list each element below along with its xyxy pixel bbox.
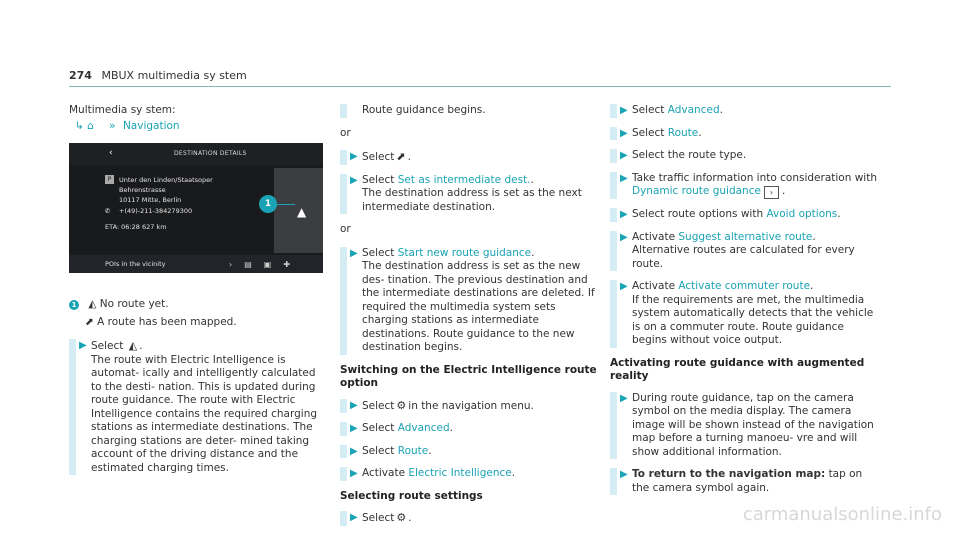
step-c4: ▶ Take traffic information into consideration with Dynamic route guidance › . (610, 172, 880, 200)
screen-address-2: Behrenstrasse (119, 186, 166, 194)
step-arrow-icon: ▶ (620, 392, 628, 404)
navigation-arrow-icon: ▲ (297, 205, 307, 219)
no-route-icon: ◭ (88, 298, 97, 310)
step-select: Select (91, 340, 124, 352)
step-arrow-icon: ▶ (350, 247, 358, 259)
step-new-route: ▶ Select Start new route guidance. The destination address is set as the new des- tination. The previous destination and the intermediate destinations are deleted. If required the multimedia system sets charging stations as intermediate destinations. Route guidance to the new destination begins. (340, 247, 600, 355)
step-arrow-icon: ▶ (620, 469, 628, 480)
screen-phone: +(49)-211-384279300 (119, 207, 193, 215)
page-header (69, 69, 247, 82)
step-c1: ▶ Select Advanced. (610, 104, 880, 118)
step-c5: ▶ Select route options with Avoid options. (610, 208, 880, 222)
path-arrow-icon: ↳ (75, 119, 84, 132)
step-arrow-icon: ▶ (620, 105, 628, 116)
phone-icon: ✆ (105, 207, 111, 215)
callout-line (277, 204, 295, 205)
step-arrow-icon: ▶ (350, 399, 358, 411)
link-advanced: Advanced (397, 422, 450, 434)
step-c2: ▶ Select Route. (610, 127, 880, 141)
step-arrow-icon: ▶ (620, 127, 628, 139)
screen-pois: POIs in the vicinity (105, 260, 166, 268)
link-suggest-alternative: Suggest alternative route (678, 230, 813, 243)
path-separator-icon: » (109, 119, 116, 132)
step-arrow-icon: ▶ (620, 281, 628, 292)
screen-title: DESTINATION DETAILS (174, 150, 247, 157)
route-begins-block (340, 104, 600, 118)
link-electric-intelligence: Electric Intelligence (408, 467, 512, 479)
legend (69, 298, 324, 329)
step-arrow-icon: ▶ (620, 231, 628, 243)
step-arrow-icon: ▶ (350, 445, 358, 457)
home-icon: ⌂ (87, 119, 94, 132)
destination-details-screenshot (69, 143, 323, 273)
page-title: MBUX multimedia sy stem (101, 69, 247, 82)
route-mapped-icon: ⬈ (396, 150, 406, 163)
legend-route-mapped: A route has been mapped. (97, 315, 237, 328)
link-dynamic-route: Dynamic route guidance (632, 185, 761, 197)
step-arrow-icon: ▶ (350, 151, 358, 162)
step-c3: ▶ Select the route type. (610, 149, 880, 163)
menu-path-prefix: Multimedia sy stem: (69, 104, 176, 116)
step-select-route: ▶ Select ⬈ . (340, 150, 600, 165)
link-route: Route (667, 126, 699, 139)
step-arrow-icon: ▶ (350, 468, 358, 479)
link-route: Route (397, 444, 429, 457)
no-route-icon: ◭ (128, 339, 138, 352)
new-route-text: The destination address is set as the new des- tination. The previous destination and the intermediate destinations are deleted. If required the multimedia system sets charging stations as intermediate destinations. Route guidance to the new destination begins. (362, 260, 595, 353)
settings-icon: ⚙ (396, 511, 407, 524)
step-intermediate: ▶ Select Set as intermediate dest.. The destination address is set as the next intermediate destination. (340, 174, 600, 215)
link-intermediate-dest: Set as intermediate dest. (397, 173, 531, 186)
heading-selecting: Selecting route settings (340, 489, 483, 502)
link-advanced: Advanced (667, 104, 720, 116)
step-route: ▶ Select Route. (340, 445, 600, 459)
heading-augmented: Activating route guidance with augmented reality (610, 356, 865, 382)
step-arrow-icon: ▶ (350, 423, 358, 434)
column-2 (340, 104, 600, 535)
step-arrow-icon: ▶ (620, 209, 628, 220)
route-begins-text: Route guidance begins. (362, 104, 486, 116)
screen-address-3: 10117 Mitte, Berlin (119, 196, 182, 204)
chevron-right-icon: › (764, 186, 779, 199)
link-commuter-route: Activate commuter route (678, 280, 811, 292)
step-d1: ▶ During route guidance, tap on the camera symbol on the media display. The camera image will be shown instead of the navigation map before a turning manoeu- vre and will show additional information. (610, 392, 880, 460)
settings-icon: ⚙ (396, 398, 407, 412)
heading-switching: Switching on the Electric Intelligence route option (340, 363, 597, 389)
watermark: carmanualsonline.info (742, 504, 942, 525)
intermediate-text: The destination address is set as the next intermediate destination. (362, 187, 582, 213)
back-icon: ‹ (109, 148, 113, 158)
step-electric: ▶ Activate Electric Intelligence. (340, 467, 600, 481)
step-c7: ▶ Activate Activate commuter route. If the requirements are met, the multimedia system automatically detects that the vehicle is on a commuter route. Route guidance begins without voice output. (610, 280, 880, 348)
step-text: The route with Electric Intelligence is automat- ically and intelligently calculated to the desti- nation. This is updated during route guidance. The route with Electric Intelligence contains the required charging stations as intermediate destinations. The charging stations are deter- mined taking account of the driving distance and the estimated charging times. (91, 353, 318, 474)
step-arrow-icon: ▶ (620, 172, 628, 184)
link-avoid-options: Avoid options (766, 208, 838, 220)
or-2: or (340, 223, 351, 235)
step-settings: ▶ Select ⚙ . (340, 511, 600, 526)
callout-1: 1 (259, 195, 277, 213)
step-nav-menu: ▶ Select ⚙ in the navigation menu. (340, 399, 600, 414)
bottom-icons: ›▤▣✚ (229, 260, 303, 269)
step-arrow-icon: ▶ (350, 512, 358, 523)
step-arrow-icon: ▶ (620, 150, 628, 161)
path-navigation: Navigation (122, 119, 180, 132)
step-c6: ▶ Activate Suggest alternative route. Alternative routes are calculated for every route. (610, 231, 880, 272)
page-number: 274 (69, 69, 92, 82)
step-arrow-icon: ▶ (79, 340, 87, 351)
legend-badge: 1 (69, 300, 79, 310)
menu-path (75, 120, 324, 134)
step-block: ▶ Select ◭ . The route with Electric Intelligence is automat- ically and intelligently calculated to the desti- nation. This is updated during route guidance. The route with Electric Intelligence contains the required charging stations as intermediate destinations. The charging stations are deter- mined taking account of the driving distance and the estimated charging times. (69, 339, 324, 475)
screen-address-1: Unter den Linden/Staatsoper (119, 176, 213, 184)
column-3 (610, 104, 880, 504)
route-mapped-icon: ⬈ (85, 315, 94, 328)
header-rule (69, 86, 891, 87)
screen-eta: ETA: 06:28 627 km (105, 223, 167, 231)
step-advanced: ▶ Select Advanced. (340, 422, 600, 436)
step-arrow-icon: ▶ (350, 174, 358, 186)
parking-icon: P (105, 175, 114, 184)
legend-no-route: No route yet. (99, 298, 169, 310)
step-d2: ▶ To return to the navigation map: tap on the camera symbol again. (610, 468, 880, 495)
link-start-new-route: Start new route guidance (397, 246, 532, 259)
or-1: or (340, 126, 351, 139)
